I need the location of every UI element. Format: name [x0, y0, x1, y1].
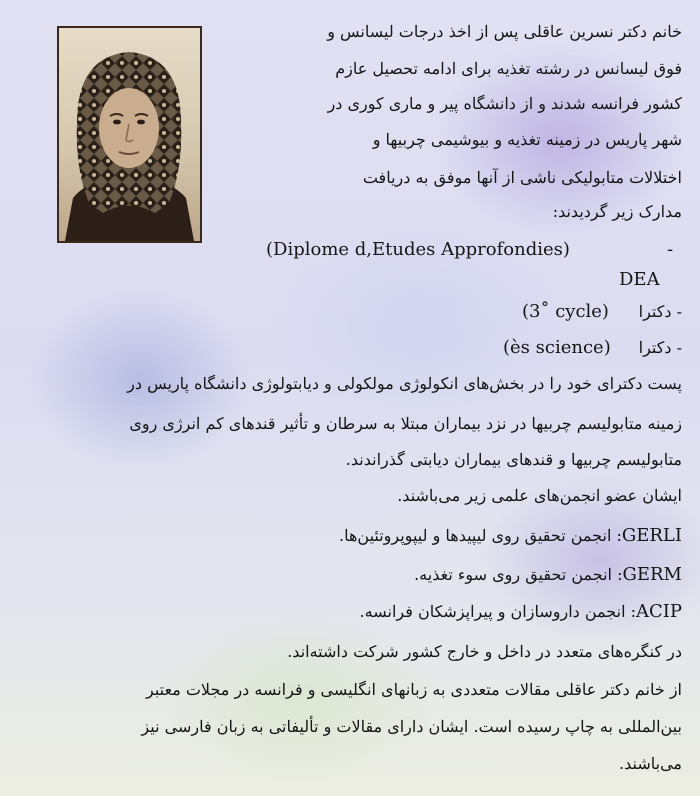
end-line-2: از خانم دکتر عاقلی مقالات متعددی به زبانهای انگلیسی و فرانسه در مجلات معتبر [145, 680, 682, 699]
bio-line-1: خانم دکتر نسرین عاقلی پس از اخذ درجات لیسانس و [327, 22, 682, 41]
dea-full-name: (Diplome d,Etudes Approfondies) [266, 239, 570, 260]
bio-line-6: مدارک زیر گردیدند: [552, 202, 682, 221]
post-line-2: زمینه متابولیسم چربیها در نزد بیماران مبتلا به سرطان و تأثیر قندهای کم انرژی روی [129, 414, 682, 433]
end-line-4: می‌باشند. [619, 754, 682, 773]
portrait-photo [57, 26, 202, 243]
bio-line-3: کشور فرانسه شدند و از دانشگاه پیر و ماری کوری در [327, 94, 682, 113]
society-gerli-text: : انجمن تحقیق روی لیپیدها و لیپوپروتئین‌ها. [338, 526, 622, 545]
post-line-4: ایشان عضو انجمن‌های علمی زیر می‌باشند. [397, 486, 682, 505]
bio-line-2: فوق لیسانس در رشته تغذیه برای ادامه تحصیل عازم [335, 59, 682, 78]
portrait-illustration [59, 28, 200, 241]
end-line-3: بین‌المللی به چاپ رسیده است. ایشان دارای مقالات و تألیفاتی به زبان فارسی نیز [141, 717, 682, 736]
dea-dash: - [667, 239, 674, 260]
es-science-label: - دکترا [638, 338, 682, 357]
society-acip-abbr: ACIP [636, 601, 682, 622]
end-line-1: در کنگره‌های متعدد در داخل و خارج کشور شرکت داشته‌اند. [287, 642, 682, 661]
post-line-3: متابولیسم چربیها و قندهای بیماران دیابتی گذراندند. [345, 450, 682, 469]
society-germ-abbr: GERM [622, 564, 682, 585]
dea-abbr: DEA [619, 269, 660, 290]
bio-line-5: اختلالات متابولیکی ناشی از آنها موفق به دریافت [362, 168, 682, 187]
society-acip [360, 600, 682, 624]
bio-line-4: شهر پاریس در زمینه تغذیه و بیوشیمی چربیها و [372, 130, 682, 149]
es-science-value: (ès science) [503, 337, 611, 358]
third-cycle-value: (3˚ cycle) [522, 301, 609, 322]
society-germ-text: : انجمن تحقیق روی سوء تغذیه. [414, 565, 623, 584]
society-gerli [339, 524, 682, 548]
post-line-1: پست دکترای خود را در بخش‌های انکولوژی مولکولی و دیابتولوژی دانشگاه پاریس در [127, 374, 682, 393]
society-gerli-abbr: GERLI [621, 525, 682, 546]
society-acip-text: : انجمن داروسازان و پیراپزشکان فرانسه. [359, 602, 636, 621]
society-germ [414, 563, 682, 587]
third-cycle-label: - دکترا [638, 302, 682, 321]
